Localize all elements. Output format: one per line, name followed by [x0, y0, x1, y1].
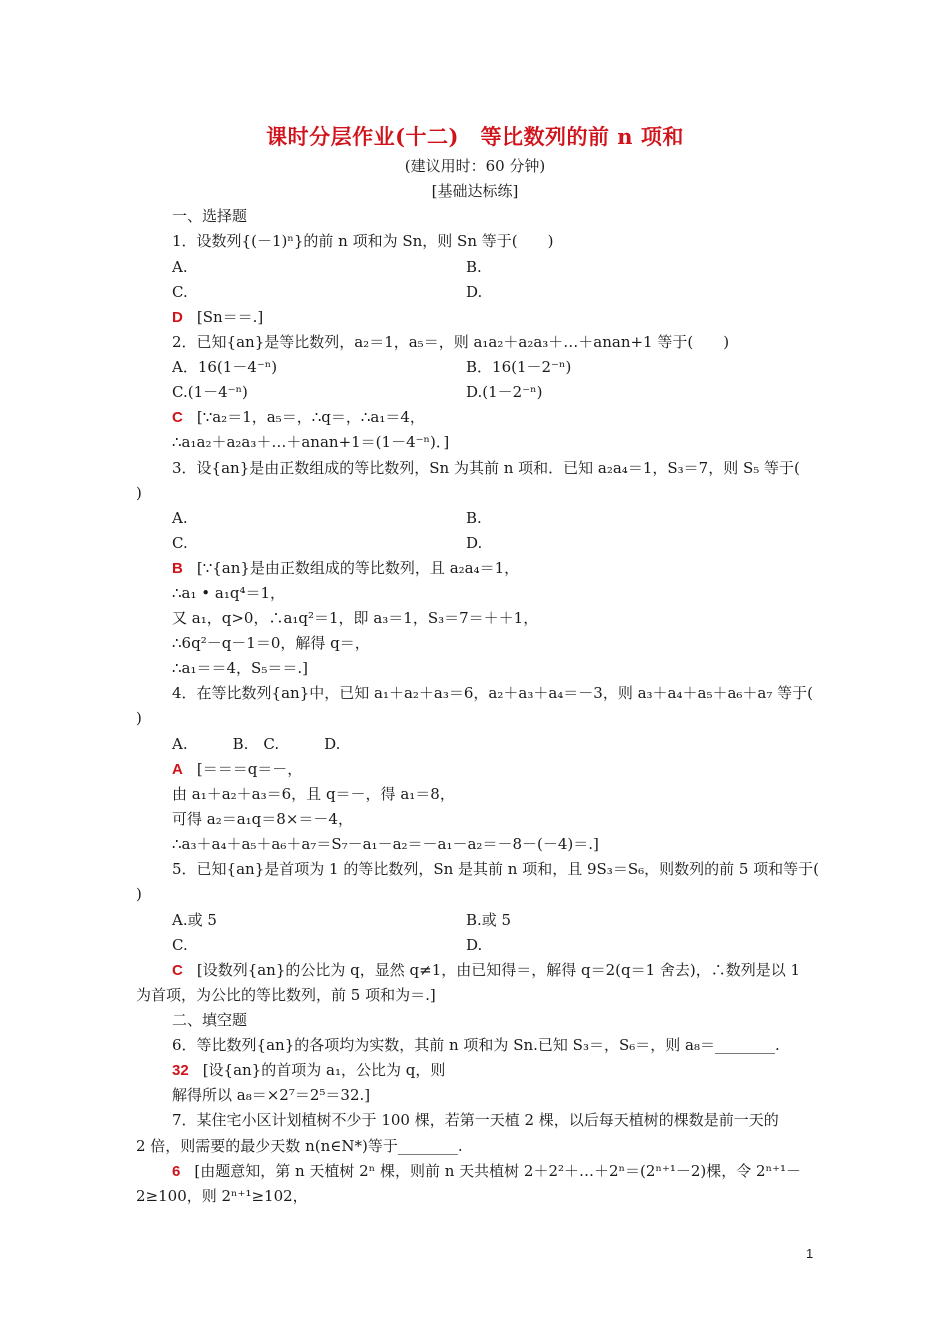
text-line: [466, 935, 482, 955]
line-text: ∴a₃＋a₄＋a₅＋a₆＋a₇＝S₇－a₁－a₂＝－a₁－a₂＝－8－(－4)＝.]: [172, 835, 599, 853]
text-line: [136, 884, 142, 904]
line-text: 一、选择题: [172, 207, 248, 225]
text-line: [466, 533, 482, 553]
text-line: [172, 332, 729, 352]
page-number: 1: [806, 1246, 814, 1261]
text-line: [172, 1060, 445, 1081]
line-text: [＝＝＝q＝－，: [196, 760, 303, 778]
line-text: ∴a₁a₂＋a₂a₃＋…＋anan+1＝(1－4⁻ⁿ)．]: [172, 433, 450, 451]
text-line: [172, 282, 188, 302]
line-text: [∵a₂＝1，a₅＝，∴q＝，∴a₁＝4，: [196, 408, 425, 426]
text-line: [172, 583, 285, 603]
line-text: D.: [466, 936, 483, 954]
line-text: [∵{an}是由正数组成的等比数列，且 a₂a₄＝1，: [196, 559, 520, 577]
text-line: [466, 382, 542, 402]
text-line: [172, 357, 277, 377]
text-line: [172, 784, 455, 804]
line-text: 6．等比数列{an}的各项均为实数，其前 n 项和为 Sn.已知 S₃＝，S₆＝，则 a₈＝________.: [172, 1036, 780, 1054]
line-text: A．16(1－4⁻ⁿ): [172, 358, 278, 376]
line-text: D.(1－2⁻ⁿ): [466, 383, 543, 401]
line-text: ): [136, 709, 142, 727]
section-tag: [基础达标练]: [431, 182, 519, 200]
line-text: 1．设数列{(－1)ⁿ}的前 n 项和为 Sn，则 Sn 等于( ): [172, 232, 554, 250]
line-text: [设{an}的首项为 a₁，公比为 q，则: [202, 1061, 446, 1079]
line-text: [由题意知，第 n 天植树 2ⁿ 棵，则前 n 天共植树 2＋2²＋…＋2ⁿ＝(2ⁿ⁺¹－2)棵，令 2ⁿ⁺¹－: [194, 1162, 802, 1180]
line-text: ): [136, 885, 142, 903]
text-line: [172, 1035, 780, 1055]
line-text: 可得 a₂＝a₁q＝8×＝－4，: [172, 810, 353, 828]
text-line: [136, 483, 142, 503]
answer-label: C: [172, 962, 183, 979]
text-line: [172, 407, 425, 428]
text-line: [172, 683, 813, 703]
line-text: 解得所以 a₈＝×2⁷＝2⁵＝32.]: [172, 1086, 371, 1104]
text-line: [172, 1010, 247, 1030]
page-title: 课时分层作业(十二) 等比数列的前 n 项和: [266, 124, 684, 149]
line-text: B.: [466, 509, 482, 527]
line-text: A.或 5: [172, 911, 217, 929]
line-text: 7．某住宅小区计划植树不少于 100 棵，若第一天植 2 棵，以后每天植树的棵数是前一天的: [172, 1111, 779, 1129]
text-line: [172, 859, 819, 879]
line-text: ∴a₁＝＝4，S₅＝＝.]: [172, 659, 308, 677]
line-text: C.: [172, 534, 188, 552]
text-line: [172, 458, 800, 478]
line-text: 2 倍，则需要的最少天数 n(n∈N*)等于________.: [136, 1137, 463, 1155]
line-text: A.: [172, 258, 188, 276]
text-line: [466, 508, 482, 528]
text-line: [172, 382, 248, 402]
text-line: [466, 357, 571, 377]
line-text: 4．在等比数列{an}中，已知 a₁＋a₂＋a₃＝6，a₂＋a₃＋a₄＝－3，则 a₃＋a₄＋a₅＋a₆＋a₇ 等于(: [172, 684, 813, 702]
line-text: 5．已知{an}是首项为 1 的等比数列，Sn 是其前 n 项和，且 9S₃＝S₆，则数列的前 5 项和等于(: [172, 860, 820, 878]
line-text: A.: [172, 509, 188, 527]
answer-label: 32: [172, 1062, 189, 1079]
line-text: ): [136, 484, 142, 502]
text-line: [172, 759, 302, 780]
answer-label: 6: [172, 1163, 181, 1180]
time-suggestion: (建议用时：60 分钟): [404, 157, 546, 175]
line-text: 由 a₁＋a₂＋a₃＝6，且 q＝－，得 a₁＝8，: [172, 785, 455, 803]
text-line: [466, 282, 482, 302]
text-line: [172, 633, 370, 653]
answer-label: B: [172, 560, 183, 577]
line-text: ∴6q²－q－1＝0，解得 q＝，: [172, 634, 370, 652]
text-line: [172, 608, 538, 628]
line-text: C.: [172, 283, 188, 301]
line-text: ∴a₁ • a₁q⁴＝1，: [172, 584, 285, 602]
text-line: [172, 910, 217, 930]
text-line: [172, 432, 449, 452]
line-text: A. B. C. D.: [172, 735, 341, 753]
line-text: 3．设{an}是由正数组成的等比数列，Sn 为其前 n 项和．已知 a₂a₄＝1，S₃＝7，则 S₅ 等于(: [172, 459, 800, 477]
text-line: [136, 1186, 308, 1206]
line-text: B.或 5: [466, 911, 512, 929]
text-line: [172, 1161, 801, 1182]
text-line: [172, 533, 188, 553]
text-line: [172, 231, 553, 251]
line-text: 又 a₁，q>0，∴a₁q²＝1，即 a₃＝1，S₃＝7＝＋＋1，: [172, 609, 539, 627]
line-text: [Sn＝＝.]: [196, 308, 264, 326]
text-line: [172, 206, 247, 226]
line-text: B.: [466, 258, 482, 276]
line-text: B．16(1－2⁻ⁿ): [466, 358, 572, 376]
text-line: [466, 910, 511, 930]
text-line: [136, 985, 436, 1005]
line-text: 为首项，为公比的等比数列，前 5 项和为＝.]: [136, 986, 436, 1004]
line-text: 2≥100，则 2ⁿ⁺¹≥102，: [136, 1187, 308, 1205]
text-line: [172, 1110, 779, 1130]
text-line: [172, 935, 188, 955]
text-line: [172, 558, 519, 579]
answer-label: D: [172, 309, 183, 326]
text-line: [466, 257, 482, 277]
text-line: [172, 1085, 370, 1105]
text-line: [136, 708, 142, 728]
text-line: [136, 1136, 463, 1156]
text-line: [172, 734, 340, 754]
line-text: C.(1－4⁻ⁿ): [172, 383, 248, 401]
text-line: [172, 658, 308, 678]
line-text: C.: [172, 936, 188, 954]
text-line: [172, 834, 599, 854]
text-line: [172, 307, 263, 328]
line-text: 2．已知{an}是等比数列，a₂＝1，a₅＝，则 a₁a₂＋a₂a₃＋…＋anan+1 等于( ): [172, 333, 730, 351]
answer-label: A: [172, 761, 183, 778]
line-text: [设数列{an}的公比为 q，显然 q≠1，由已知得＝，解得 q＝2(q＝1 舍去)，∴数列是以 1: [196, 961, 801, 979]
text-line: [172, 960, 800, 981]
text-line: [172, 508, 188, 528]
answer-label: C: [172, 409, 183, 426]
line-text: D.: [466, 534, 483, 552]
line-text: 二、填空题: [172, 1011, 248, 1029]
text-line: [172, 257, 188, 277]
line-text: D.: [466, 283, 483, 301]
text-line: [172, 809, 353, 829]
